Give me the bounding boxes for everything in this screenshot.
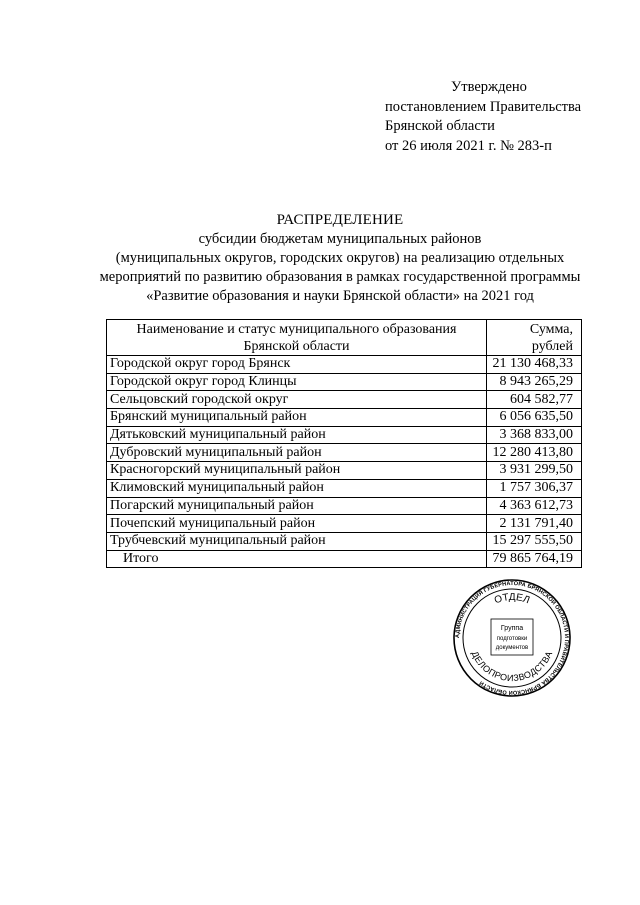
- header-sum-line: Сумма,: [529, 322, 573, 337]
- subsidy-sum: 12 280 413,80: [487, 444, 582, 462]
- table-row: [107, 356, 582, 374]
- table-row: [107, 426, 582, 444]
- municipality-name: Дубровский муниципальный район: [107, 444, 487, 462]
- approval-line: от 26 июля 2021 г. № 283-п: [385, 137, 552, 154]
- title-line: субсидии бюджетам муниципальных районов: [198, 231, 482, 247]
- municipality-name: Дятьковский муниципальный район: [107, 426, 487, 444]
- municipality-name: Городской округ город Брянск: [107, 356, 487, 374]
- title-line: (муниципальных округов, городских округов) на реализацию отдельных: [115, 250, 565, 266]
- subsidy-sum: 1 757 306,37: [487, 479, 582, 497]
- stamp-dept-top: ОТДЕЛ: [493, 591, 532, 607]
- department-stamp: [452, 578, 572, 698]
- title-line: «Развитие образования и науки Брянской области» на 2021 год: [146, 288, 534, 304]
- table-row: [107, 409, 582, 427]
- approval-line: Брянской области: [385, 118, 495, 134]
- header-sum-line: рублей: [531, 339, 573, 354]
- header-name-cell: [107, 320, 487, 356]
- stamp-outer-text: АДМИНИСТРАЦИЯ ГУБЕРНАТОРА БРЯНСКОЙ ОБЛАСТИ И ПРАВИТЕЛЬСТВА БРЯНСКОЙ ОБЛАСТИ: [454, 580, 570, 696]
- subsidy-sum: 6 056 635,50: [487, 409, 582, 427]
- document-heading: РАСПРЕДЕЛЕНИЕ: [276, 212, 404, 228]
- municipality-name: Трубчевский муниципальный район: [107, 532, 487, 550]
- total-label: Итого: [107, 550, 487, 568]
- municipality-name: Климовский муниципальный район: [107, 479, 487, 497]
- municipality-name: Почепский муниципальный район: [107, 515, 487, 533]
- table-row: [107, 373, 582, 391]
- table-row: [107, 479, 582, 497]
- subsidy-sum: 3 931 299,50: [487, 462, 582, 480]
- approval-line: Утверждено: [451, 79, 527, 95]
- table-row: [107, 444, 582, 462]
- header-sum-cell: [487, 320, 582, 356]
- distribution-table: [106, 319, 582, 568]
- municipality-name: Сельцовский городской округ: [107, 391, 487, 409]
- stamp-center-line: документов: [495, 645, 529, 651]
- municipality-name: Брянский муниципальный район: [107, 409, 487, 427]
- subsidy-sum: 15 297 555,50: [487, 532, 582, 550]
- subsidy-sum: 8 943 265,29: [487, 373, 582, 391]
- subsidy-sum: 604 582,77: [487, 391, 582, 409]
- stamp-center-line: подготовки: [496, 636, 528, 642]
- table-header-row: [107, 320, 582, 356]
- municipality-name: Городской округ город Клинцы: [107, 373, 487, 391]
- header-name-line: Брянской области: [243, 339, 350, 354]
- stamp-dept-bottom: ДЕЛОПРОИЗВОДСТВА: [469, 649, 555, 684]
- subsidy-sum: 21 130 468,33: [487, 356, 582, 374]
- table-row: [107, 391, 582, 409]
- table-row: [107, 532, 582, 550]
- table-row: [107, 497, 582, 515]
- table-total-row: [107, 550, 582, 568]
- subsidy-sum: 2 131 791,40: [487, 515, 582, 533]
- municipality-name: Красногорский муниципальный район: [107, 462, 487, 480]
- total-sum: 79 865 764,19: [487, 550, 582, 568]
- approval-block: [385, 78, 581, 156]
- title-line: мероприятий по развитию образования в рамках государственной программы: [99, 269, 581, 285]
- document-title: [60, 211, 620, 306]
- subsidy-sum: 3 368 833,00: [487, 426, 582, 444]
- header-name-line: Наименование и статус муниципального образования: [136, 322, 457, 337]
- stamp-center-line: Группа: [500, 625, 524, 632]
- table-row: [107, 462, 582, 480]
- subsidy-sum: 4 363 612,73: [487, 497, 582, 515]
- approval-line: постановлением Правительства: [385, 98, 582, 115]
- municipality-name: Погарский муниципальный район: [107, 497, 487, 515]
- table-row: [107, 515, 582, 533]
